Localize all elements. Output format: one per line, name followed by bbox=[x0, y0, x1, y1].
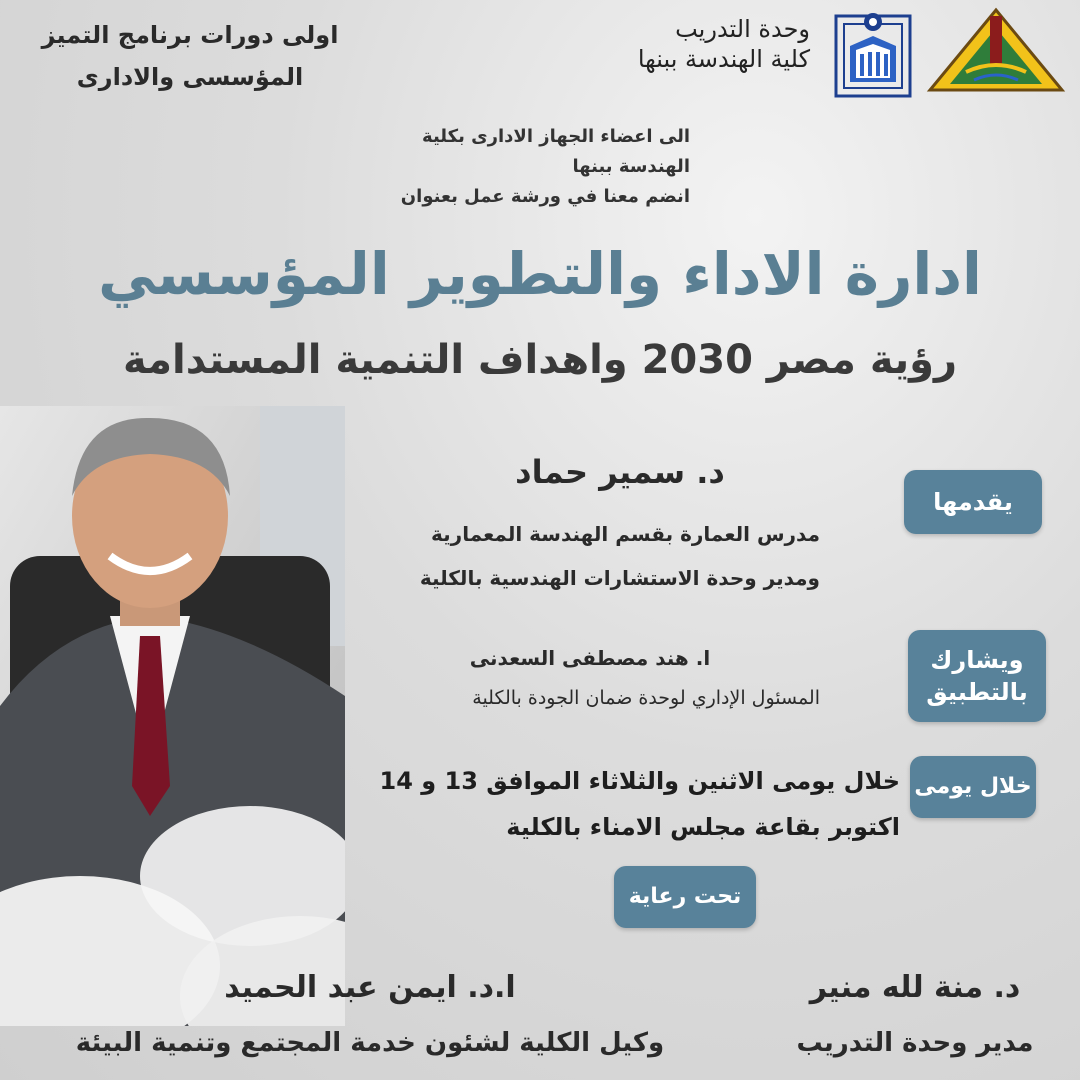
during-days-badge: خلال يومى bbox=[910, 756, 1036, 818]
invite-line-3: انضم معنا في ورشة عمل بعنوان bbox=[400, 186, 690, 207]
patron2-role: مدير وحدة التدريب bbox=[796, 1028, 1034, 1058]
invitation bbox=[250, 122, 690, 212]
program-line-2: المؤسسى والادارى bbox=[76, 63, 304, 91]
unit-line-1: وحدة التدريب bbox=[675, 15, 810, 43]
participates-badge bbox=[908, 630, 1046, 722]
schedule-line-2: اكتوبر بقاعة مجلس الامناء بالكلية bbox=[506, 813, 900, 841]
speaker-photo bbox=[0, 406, 345, 1026]
patron1-name: ا.د. ايمن عبد الحميد bbox=[224, 970, 516, 1005]
presented-by-badge: يقدمها bbox=[904, 470, 1042, 534]
faculty-logo bbox=[828, 6, 918, 102]
speaker-role bbox=[300, 512, 820, 600]
assistant-role: المسئول الإداري لوحدة ضمان الجودة بالكلية bbox=[472, 687, 820, 709]
speaker-role-line-2: ومدير وحدة الاستشارات الهندسية بالكلية bbox=[419, 566, 820, 590]
training-unit bbox=[590, 14, 810, 74]
workshop-title: ادارة الاداء والتطوير المؤسسي bbox=[98, 240, 982, 308]
schedule-line-1: خلال يومى الاثنين والثلاثاء الموافق 13 و 14 bbox=[379, 767, 900, 795]
invite-line-2: الهندسة ببنها bbox=[572, 156, 690, 177]
patron1-role: وكيل الكلية لشئون خدمة المجتمع وتنمية البيئة bbox=[75, 1028, 665, 1058]
unit-line-2: كلية الهندسة ببنها bbox=[637, 45, 810, 73]
speaker-name: د. سمير حماد bbox=[515, 453, 725, 491]
patron-unit-manager bbox=[780, 960, 1050, 1070]
patron-vice-dean bbox=[40, 960, 700, 1070]
speaker-role-line-1: مدرس العمارة بقسم الهندسة المعمارية bbox=[431, 522, 820, 546]
participates-line-1: ويشارك bbox=[930, 646, 1024, 674]
program-line-1: اولى دورات برنامج التميز bbox=[41, 21, 339, 49]
patron2-name: د. منة لله منير bbox=[809, 970, 1021, 1005]
participates-line-2: بالتطبيق bbox=[926, 678, 1028, 706]
schedule bbox=[340, 758, 900, 850]
university-seal bbox=[926, 6, 1066, 92]
sponsorship-badge: تحت رعاية bbox=[614, 866, 756, 928]
workshop-subtitle: رؤية مصر 2030 واهداف التنمية المستدامة bbox=[123, 337, 957, 383]
program-title bbox=[30, 14, 350, 98]
invite-line-1: الى اعضاء الجهاز الادارى بكلية bbox=[422, 126, 690, 147]
assistant-name: ا. هند مصطفى السعدنى bbox=[469, 646, 711, 670]
